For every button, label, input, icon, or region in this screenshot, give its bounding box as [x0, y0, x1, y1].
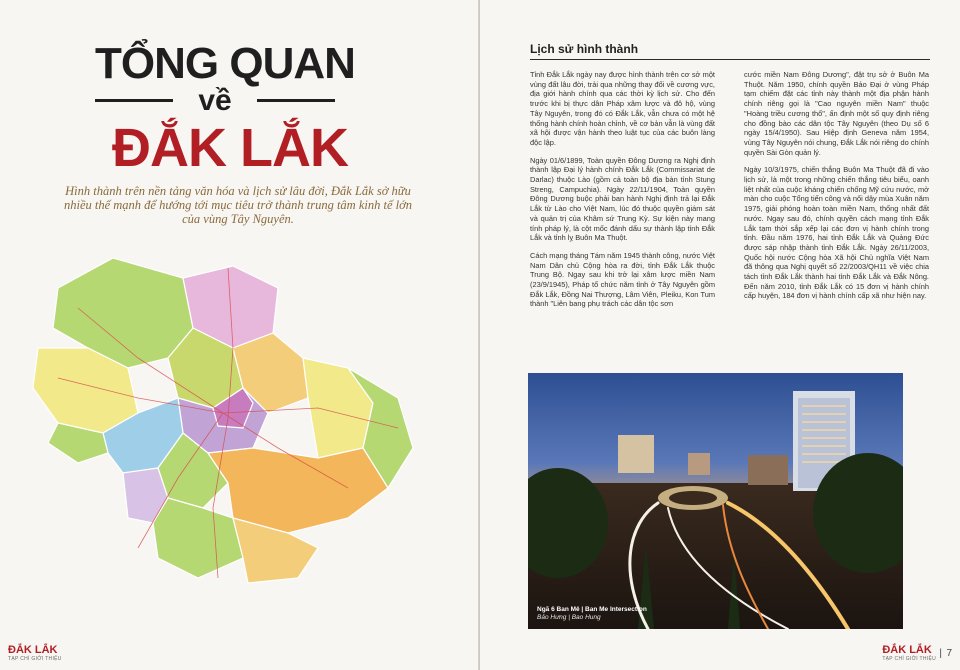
page-separator: |: [939, 648, 942, 659]
text-column-1: [530, 70, 715, 317]
title-line-2: về: [198, 84, 232, 117]
title-rule-left: [95, 99, 173, 102]
heading-rule: [530, 59, 930, 60]
province-map: [18, 248, 418, 593]
title-line-3: ĐẮK LẮK: [112, 118, 348, 178]
map-region-south: [153, 498, 243, 578]
photo-caption-title: Ngã 6 Ban Mê | Ban Me Intersection: [537, 606, 647, 613]
paragraph: Ngày 10/3/1975, chiến thắng Buôn Ma Thuột đã đi vào lịch sử, là một trong những chiến thắng tiêu biểu, oanh liệt nhất của cuộc kháng chiến chống Mỹ cứu nước, mở màn cho cuộc Tổng tiến công và nổi dậy mùa Xuân năm 1975, giải phóng hoàn toàn miền Nam, thống nhất đất nước. Ngay sau đó, chính quyền cách mạng tỉnh Đắk Lắk tạm thời sắp xếp lại các đơn vị hành chính trong tỉnh. Đầu năm 1976, hai tỉnh Đắk Lắk và Quảng Đức được sáp nhập thành tỉnh Đắk Lắk. Ngày 26/11/2003, Quốc hội nước Cộng hòa Xã hội Chủ nghĩa Việt Nam đã thông qua Nghị quyết số 22/2003/QH11 về việc chia tách tỉnh Đắk Lắk thành hai tỉnh Đắk Lắk và Đắk Nông. Đến năm 2010, tỉnh Đắk Lắk có 15 đơn vị hành chính cấp huyện, 184 đơn vị hành chính cấp xã như hiện nay.: [744, 165, 929, 301]
paragraph: cước miền Nam Đông Dương", đặt trụ sở ở Buôn Ma Thuột. Năm 1950, chính quyền Bảo Đại ở vùng Pháp tạm chiếm đặt các tỉnh này thành một địa phận hành chính riêng gọi là "Cao nguyên miền Nam" thuộc "Hoàng triều cương thổ", ấn định một số quy định riêng cho đồng bào các dân tộc Tây Nguyên (theo Dụ số 6 ngày 15/4/1950). Sau Hiệp định Geneva năm 1954, vùng Tây Nguyên nói chung, Đắk Lắk nói riêng do chính quyền Sài Gòn quản lý.: [744, 70, 929, 157]
text-column-2: [744, 70, 929, 309]
title-rule-right: [257, 99, 335, 102]
paragraph: Tỉnh Đắk Lắk ngày nay được hình thành trên cơ sở một vùng đất lâu đời, trải qua những thay đổi về cương vực, địa giới hành chính qua các thời kỳ lịch sử. Cho đến trước khi bị thực dân Pháp xâm lược và đô hộ, vùng Tây Nguyên, trong đó có Đắk Lắk, vẫn chưa có một hệ thống hành chính hoàn chỉnh, về cơ bản vẫn là vùng đất xã hội được vận hành theo luật tục của các buôn làng độc lập.: [530, 70, 715, 147]
title-line-1: TỔNG QUAN: [95, 39, 355, 88]
footer-logo-sub: TẠP CHÍ GIỚI THIỆU: [882, 656, 936, 662]
photo-caption: [537, 606, 647, 622]
footer-logo-right: ĐẮK LẮK TẠP CHÍ GIỚI THIỆU: [882, 644, 936, 662]
section-heading: Lịch sử hình thành: [530, 42, 639, 56]
city-photo: [528, 373, 903, 629]
footer-logo-left: ĐẮK LẮK TẠP CHÍ GIỚI THIỆU: [8, 644, 62, 662]
right-page: [480, 0, 960, 670]
lead-paragraph: Hình thành trên nền tảng văn hóa và lịch sử lâu đời, Đắk Lắk sở hữu nhiều thế mạnh để hướng tới mục tiêu trở thành trung tâm kinh tế lớn của vùng Tây Nguyên.: [63, 184, 413, 226]
footer-logo-sub: TẠP CHÍ GIỚI THIỆU: [8, 656, 62, 662]
title-divider-row: [95, 84, 335, 118]
left-page: [0, 0, 478, 670]
photo-caption-credit: Bảo Hưng | Bao Hung: [537, 614, 601, 621]
page-number: 7: [946, 648, 952, 659]
paragraph: Cách mạng tháng Tám năm 1945 thành công, nước Việt Nam Dân chủ Cộng hòa ra đời, tỉnh Đắk Lắk thuộc Trung Bộ. Ngay sau khi trở lại xâm lược miền Nam (23/9/1945), Pháp tổ chức năm tỉnh ở Tây Nguyên gồm Đắk Lắk, Đồng Nai Thượng, Lâm Viên, Pleiku, Kon Tum thành "Liên bang phụ trách các dân tộc sơn: [530, 250, 715, 309]
paragraph: Ngày 01/6/1899, Toàn quyền Đông Dương ra Nghị định thành lập Đại lý hành chính Đắk Lắk (Commissariat de Darlac) thuộc Lào (gồm cả toàn bộ địa bàn tỉnh Stung Streng, Campuchia). Ngày 22/11/1904, Toàn quyền Đông Dương buộc phải ban hành Nghị định trả lại Đắk Lắk từ Lào cho Việt Nam, lúc đó thuộc quyền giám sát và quản trị của Khâm sứ Trung Kỳ. Sự kiện này mang tính pháp lý, là cột mốc đánh dấu sự thành lập tỉnh Đắk Lắk và tỉnh lỵ Buôn Ma Thuột.: [530, 155, 715, 243]
